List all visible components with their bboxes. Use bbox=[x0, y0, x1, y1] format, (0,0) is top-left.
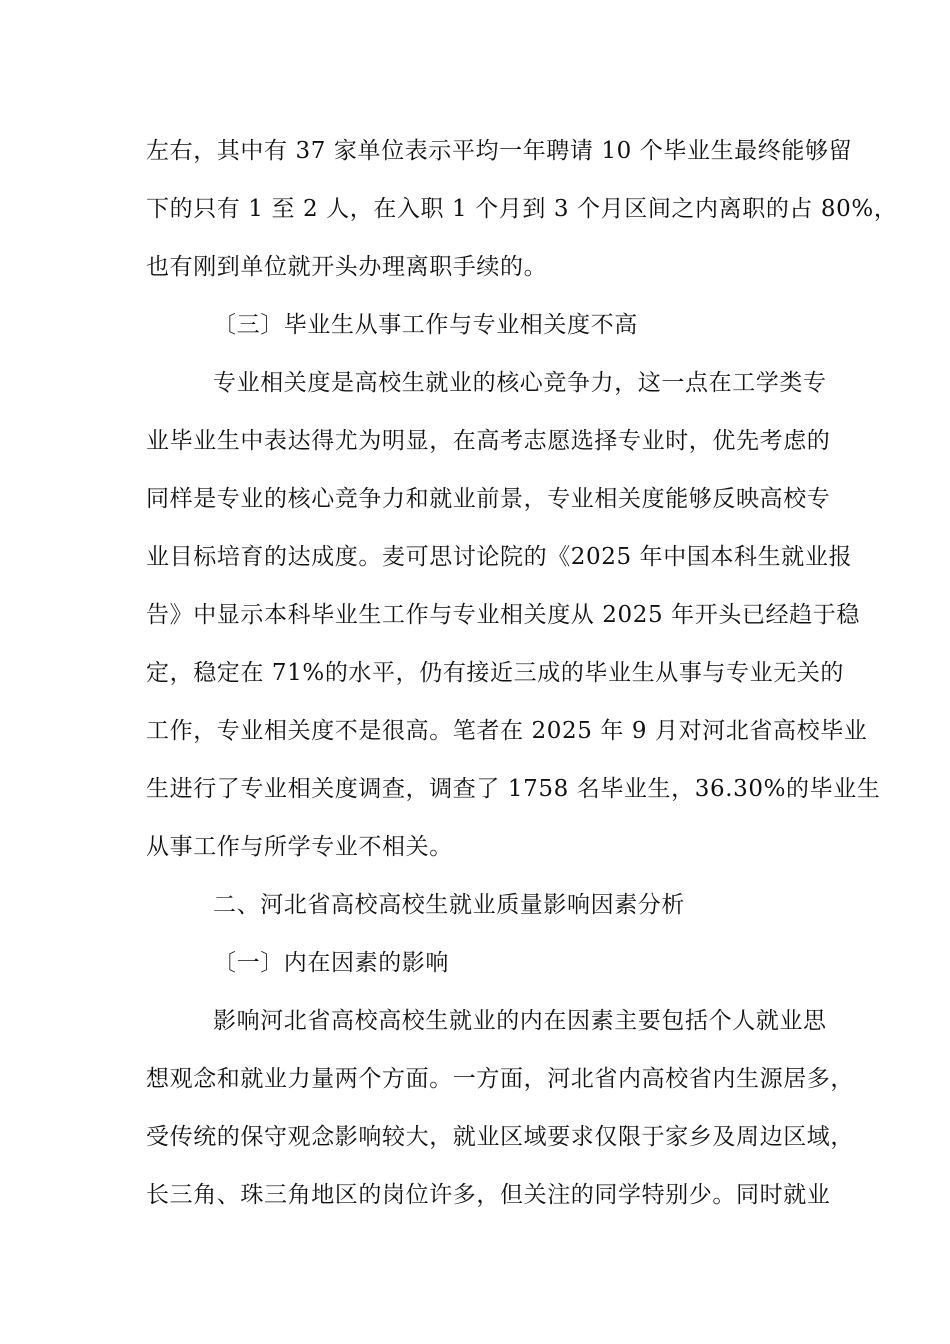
text-line: 想观念和就业力量两个方面。一方面，河北省内高校省内生源居多， bbox=[146, 1066, 854, 1092]
text-line: 工作，专业相关度不是很高。笔者在 2025 年 9 月对河北省高校毕业 bbox=[146, 718, 868, 744]
section-heading: 二、河北省高校高校生就业质量影响因素分析 bbox=[213, 892, 685, 918]
text-line: 专业相关度是高校生就业的核心竞争力，这一点在工学类专 bbox=[213, 370, 827, 396]
text-line: 同样是专业的核心竞争力和就业前景，专业相关度能够反映高校专 bbox=[146, 486, 831, 512]
text-line: 告》中显示本科毕业生工作与专业相关度从 2025 年开头已经趋于稳 bbox=[146, 602, 860, 628]
text-line: 业毕业生中表达得尤为明显，在高考志愿选择专业时，优先考虑的 bbox=[146, 428, 831, 454]
text-line: 影响河北省高校高校生就业的内在因素主要包括个人就业思 bbox=[213, 1008, 827, 1034]
text-line: 业目标培育的达成度。麦可思讨论院的《2025 年中国本科生就业报 bbox=[146, 544, 853, 570]
text-line: 下的只有 1 至 2 人，在入职 1 个月到 3 个月区间之内离职的占 80%， bbox=[146, 196, 898, 222]
section-heading: 〔三〕毕业生从事工作与专业相关度不高 bbox=[213, 312, 638, 338]
text-line: 生进行了专业相关度调查，调查了 1758 名毕业生，36.30%的毕业生 bbox=[146, 776, 881, 802]
text-line: 左右，其中有 37 家单位表示平均一年聘请 10 个毕业生最终能够留 bbox=[146, 138, 853, 164]
subsection-heading: 〔一〕内在因素的影响 bbox=[213, 950, 449, 976]
text-line: 从事工作与所学专业不相关。 bbox=[146, 834, 453, 860]
text-line: 也有刚到单位就开头办理离职手续的。 bbox=[146, 254, 548, 280]
text-line: 受传统的保守观念影响较大，就业区域要求仅限于家乡及周边区域， bbox=[146, 1124, 854, 1150]
text-line: 定，稳定在 71%的水平，仍有接近三成的毕业生从事与专业无关的 bbox=[146, 660, 845, 686]
text-line: 长三角、珠三角地区的岗位许多，但关注的同学特别少。同时就业 bbox=[146, 1182, 831, 1208]
